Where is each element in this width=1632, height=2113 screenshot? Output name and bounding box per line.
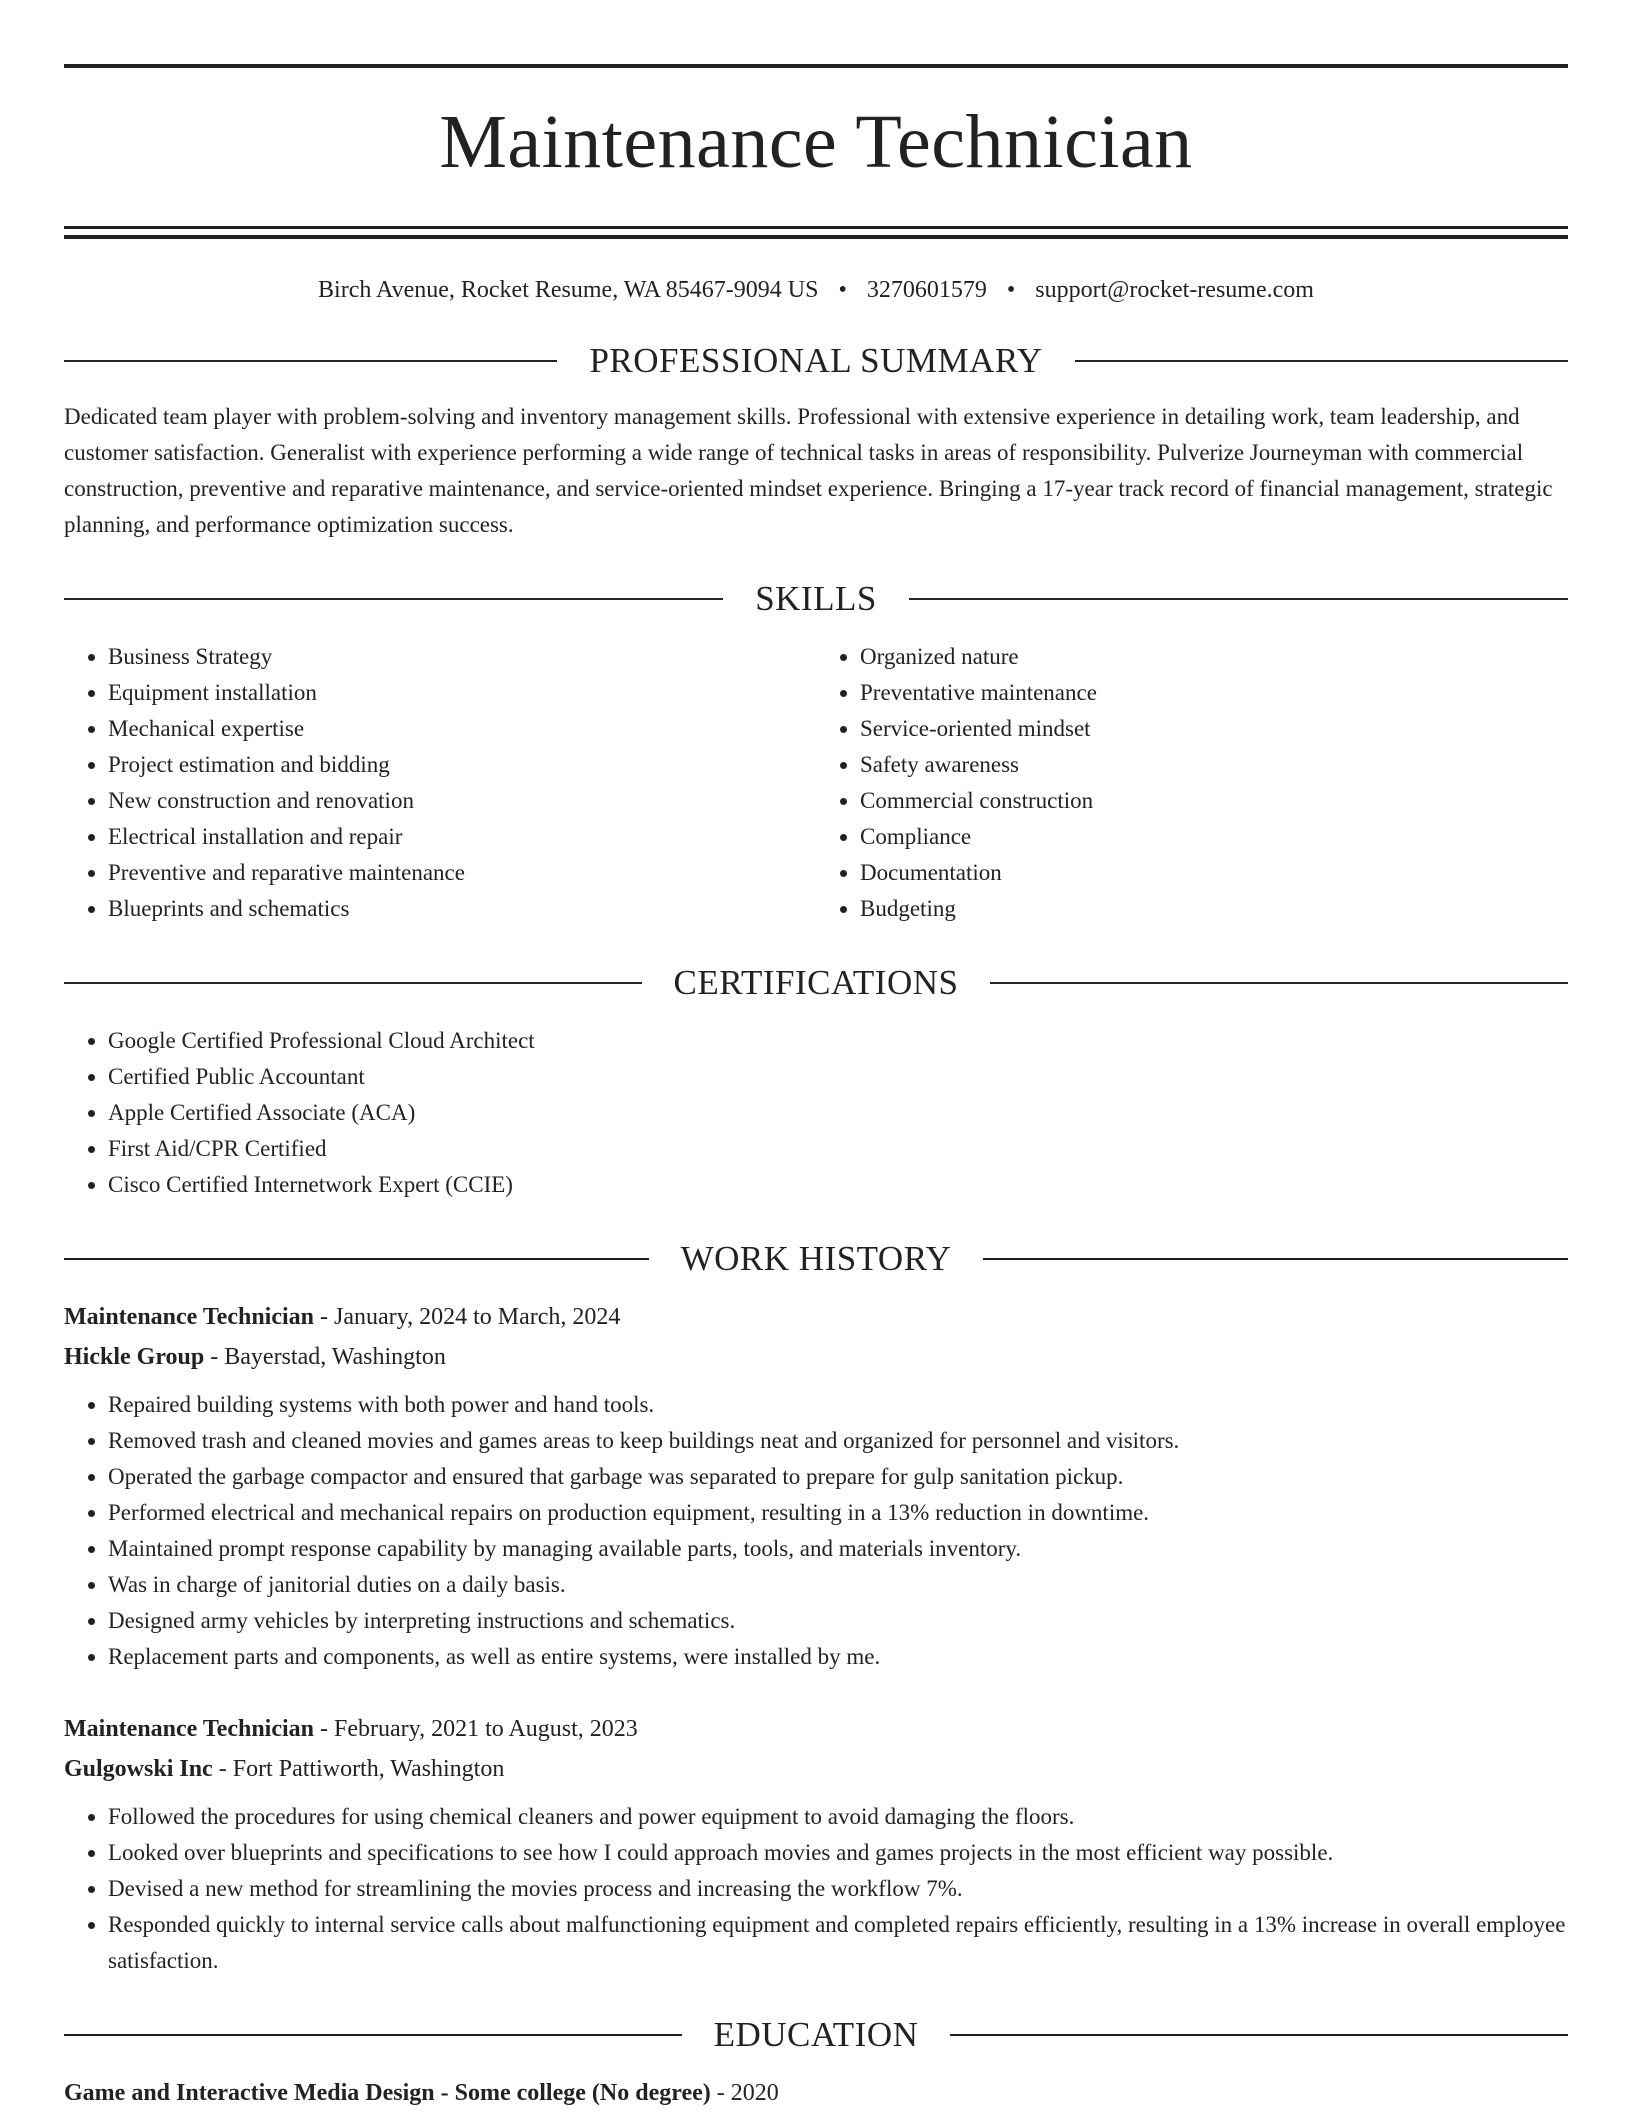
certification-item: • First Aid/CPR Certified <box>108 1131 1568 1167</box>
heading-rule-right <box>990 982 1568 984</box>
skill-item: • Commercial construction <box>860 783 1568 819</box>
job-company: Gulgowski Inc <box>64 1756 213 1782</box>
certification-item: • Cisco Certified Internetwork Expert (CCIE) <box>108 1167 1568 1203</box>
heading-rule-left <box>64 2034 682 2036</box>
job-dates: February, 2021 to August, 2023 <box>334 1716 638 1742</box>
contact-email: support@rocket-resume.com <box>1035 277 1314 303</box>
job-bullet: • Responded quickly to internal service calls about malfunctioning equipment and completed repairs efficiently, resulting in a 13% increase in overall employee satisfaction. <box>108 1907 1568 1979</box>
job-bullet: • Performed electrical and mechanical repairs on production equipment, resulting in a 13% reduction in downtime. <box>108 1495 1568 1531</box>
job-company: Hickle Group <box>64 1344 205 1370</box>
job-bullets <box>64 1799 1568 1979</box>
job-title-line: Maintenance Technician - January, 2024 to March, 2024 <box>64 1304 621 1330</box>
certification-item: • Google Certified Professional Cloud Architect <box>108 1023 1568 1059</box>
skill-item: • Preventative maintenance <box>860 675 1568 711</box>
heading-rule-left <box>64 360 557 362</box>
job-bullet: • Designed army vehicles by interpreting instructions and schematics. <box>108 1603 1568 1639</box>
heading-rule-right <box>1075 360 1568 362</box>
job-bullet: • Removed trash and cleaned movies and games areas to keep buildings neat and organized for personnel and visitors. <box>108 1423 1568 1459</box>
heading-rule-left <box>64 598 723 600</box>
heading-rule-right <box>909 598 1568 600</box>
skills-columns <box>64 639 1568 927</box>
rule-line-1 <box>64 226 1568 229</box>
section-label: EDUCATION <box>713 2015 919 2054</box>
skill-item: • Budgeting <box>860 891 1568 927</box>
skill-item: • New construction and renovation <box>108 783 816 819</box>
top-rule <box>64 64 1568 68</box>
job-location: Fort Pattiworth, Washington <box>232 1756 505 1782</box>
section-heading-education <box>64 2013 1568 2057</box>
section-label: CERTIFICATIONS <box>673 963 959 1002</box>
section-heading-work <box>64 1237 1568 1281</box>
skill-item: • Mechanical expertise <box>108 711 816 747</box>
skills-list-left <box>64 639 816 927</box>
resume-content <box>64 64 1568 2113</box>
certifications-list <box>64 1023 1568 1203</box>
title-double-rule <box>64 226 1568 239</box>
certification-item: • Certified Public Accountant <box>108 1059 1568 1095</box>
contact-separator: • <box>838 277 847 303</box>
section-label: SKILLS <box>755 579 877 618</box>
job-entry <box>64 1297 1568 1675</box>
skill-item: • Project estimation and bidding <box>108 747 816 783</box>
resume-title: Maintenance Technician <box>439 100 1193 184</box>
job-company-line: Hickle Group - Bayerstad, Washington <box>64 1344 446 1370</box>
contact-address: Birch Avenue, Rocket Resume, WA 85467-9094 US <box>318 277 819 303</box>
skill-item: • Equipment installation <box>108 675 816 711</box>
section-label: PROFESSIONAL SUMMARY <box>589 341 1043 380</box>
education-year: 2020 <box>730 2080 779 2106</box>
job-title: Maintenance Technician <box>64 1716 315 1742</box>
contact-line <box>64 275 1568 305</box>
section-label: WORK HISTORY <box>680 1239 952 1278</box>
education-program: Game and Interactive Media Design - Some college (No degree) <box>64 2080 711 2106</box>
skill-item: • Business Strategy <box>108 639 816 675</box>
heading-rule-right <box>983 1258 1568 1260</box>
job-location: Bayerstad, Washington <box>224 1344 446 1370</box>
job-title-line: Maintenance Technician - February, 2021 to August, 2023 <box>64 1716 638 1742</box>
certification-item: • Apple Certified Associate (ACA) <box>108 1095 1568 1131</box>
job-title: Maintenance Technician <box>64 1304 315 1330</box>
job-entry <box>64 1709 1568 1979</box>
section-heading-summary <box>64 339 1568 383</box>
section-heading-skills <box>64 577 1568 621</box>
skills-list-right <box>816 639 1568 927</box>
skill-item: • Compliance <box>860 819 1568 855</box>
job-bullet: • Was in charge of janitorial duties on a daily basis. <box>108 1567 1568 1603</box>
skill-item: • Preventive and reparative maintenance <box>108 855 816 891</box>
skill-item: • Electrical installation and repair <box>108 819 816 855</box>
rule-line-2 <box>64 235 1568 239</box>
contact-phone: 3270601579 <box>866 277 987 303</box>
summary-text: Dedicated team player with problem-solving and inventory management skills. Professional with extensive experience in detailing work, team leadership, and customer satisfaction. Generalist with experience performing a wide range of technical tasks in areas of responsibility. Pulverize Journeyman with commercial construction, preventive and reparative maintenance, and service-oriented mindset experience. Bringing a 17-year track record of financial management, strategic planning, and performance optimization success. <box>64 404 1553 537</box>
contact-separator: • <box>1006 277 1016 303</box>
job-bullet: • Operated the garbage compactor and ensured that garbage was separated to prepare for gulp sanitation pickup. <box>108 1459 1568 1495</box>
heading-rule-left <box>64 1258 649 1260</box>
section-heading-certifications <box>64 961 1568 1005</box>
job-bullet: • Repaired building systems with both power and hand tools. <box>108 1387 1568 1423</box>
skill-item: • Organized nature <box>860 639 1568 675</box>
education-entry: Game and Interactive Media Design - Some college (No degree) - 2020 <box>64 2080 779 2106</box>
heading-rule-right <box>950 2034 1568 2036</box>
heading-rule-left <box>64 982 642 984</box>
job-bullets <box>64 1387 1568 1675</box>
skill-item: • Documentation <box>860 855 1568 891</box>
job-company-line: Gulgowski Inc - Fort Pattiworth, Washington <box>64 1756 505 1782</box>
skill-item: • Safety awareness <box>860 747 1568 783</box>
job-bullet: • Devised a new method for streamlining the movies process and increasing the workflow 7%. <box>108 1871 1568 1907</box>
job-bullet: • Followed the procedures for using chemical cleaners and power equipment to avoid damaging the floors. <box>108 1799 1568 1835</box>
job-bullet: • Maintained prompt response capability by managing available parts, tools, and materials inventory. <box>108 1531 1568 1567</box>
job-dates: January, 2024 to March, 2024 <box>334 1304 621 1330</box>
job-bullet: • Looked over blueprints and specifications to see how I could approach movies and games projects in the most efficient way possible. <box>108 1835 1568 1871</box>
skill-item: • Service-oriented mindset <box>860 711 1568 747</box>
skill-item: • Blueprints and schematics <box>108 891 816 927</box>
job-bullet: • Replacement parts and components, as well as entire systems, were installed by me. <box>108 1639 1568 1675</box>
